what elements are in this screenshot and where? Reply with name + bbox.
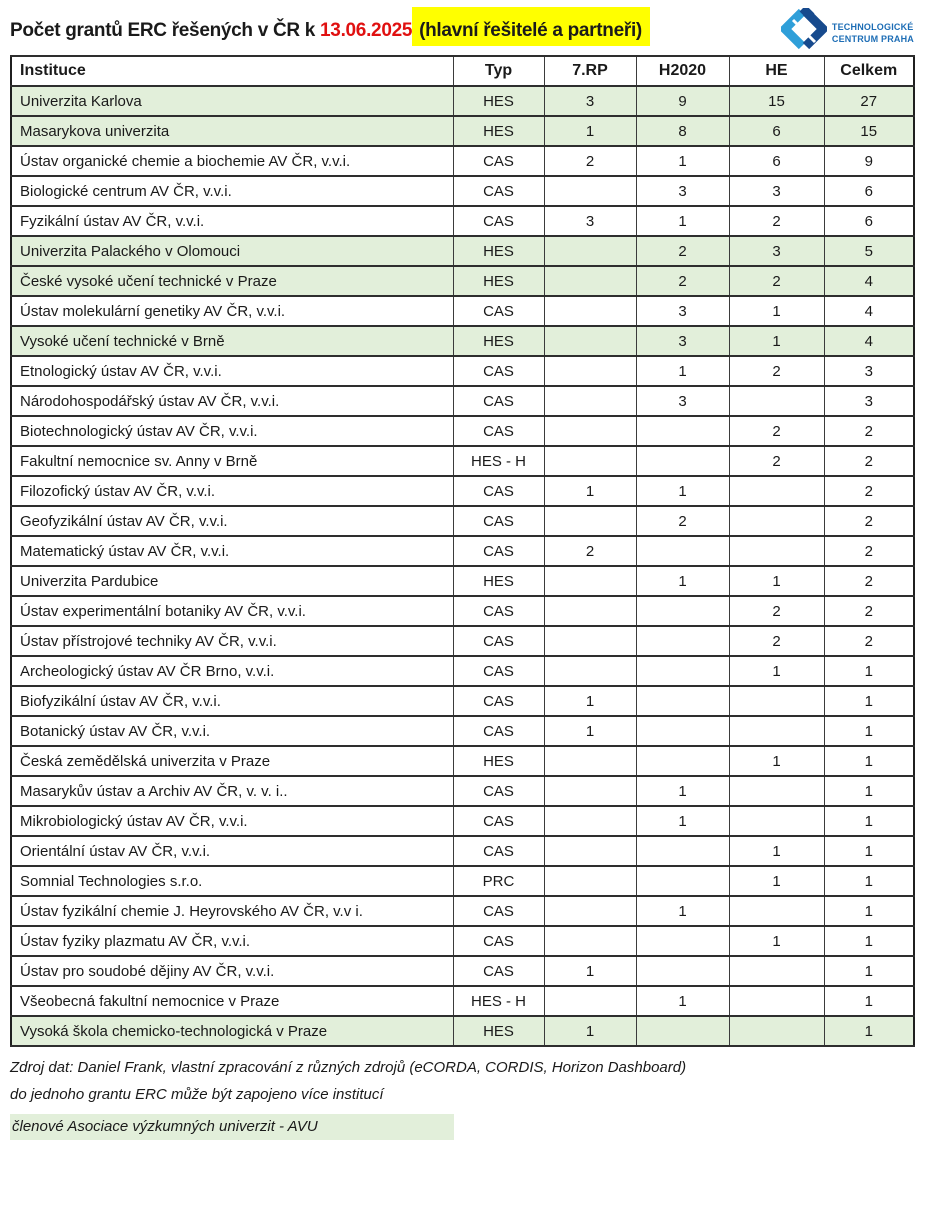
cell-institution: Národohospodářský ústav AV ČR, v.v.i. [11, 386, 453, 416]
cell-7rp [544, 806, 636, 836]
cell-type: HES - H [453, 986, 544, 1016]
cell-type: CAS [453, 146, 544, 176]
cell-7rp [544, 446, 636, 476]
table-row [11, 146, 914, 176]
table-row [11, 86, 914, 116]
cell-h2020 [636, 656, 729, 686]
title-prefix: Počet grantů ERC řešených v ČR k [10, 20, 321, 41]
cell-h2020: 1 [636, 806, 729, 836]
cell-he: 1 [729, 746, 824, 776]
cell-total: 2 [824, 566, 914, 596]
cell-type: HES [453, 116, 544, 146]
cell-7rp [544, 836, 636, 866]
cell-7rp [544, 896, 636, 926]
table-row [11, 266, 914, 296]
col-header-total: Celkem [824, 56, 914, 86]
table-row [11, 296, 914, 326]
cell-7rp [544, 296, 636, 326]
cell-he: 1 [729, 566, 824, 596]
cell-h2020: 8 [636, 116, 729, 146]
logo-text-line1: TECHNOLOGICKÉ [831, 21, 914, 32]
table-row [11, 956, 914, 986]
cell-he [729, 806, 824, 836]
cell-7rp [544, 596, 636, 626]
cell-total: 9 [824, 146, 914, 176]
cell-7rp: 1 [544, 956, 636, 986]
cell-institution: Etnologický ústav AV ČR, v.v.i. [11, 356, 453, 386]
cell-total: 2 [824, 506, 914, 536]
cell-institution: Botanický ústav AV ČR, v.v.i. [11, 716, 453, 746]
cell-total: 1 [824, 716, 914, 746]
cell-h2020 [636, 626, 729, 656]
cell-total: 3 [824, 356, 914, 386]
cell-h2020: 1 [636, 776, 729, 806]
footer-notes [10, 1060, 926, 1140]
cell-7rp [544, 176, 636, 206]
table-row [11, 476, 914, 506]
cell-total: 6 [824, 206, 914, 236]
cell-type: HES [453, 746, 544, 776]
cell-7rp [544, 566, 636, 596]
cell-he: 1 [729, 836, 824, 866]
cell-total: 1 [824, 686, 914, 716]
cell-he: 6 [729, 146, 824, 176]
cell-he [729, 476, 824, 506]
cell-he [729, 956, 824, 986]
cell-7rp: 3 [544, 86, 636, 116]
cell-h2020 [636, 416, 729, 446]
cell-h2020: 1 [636, 146, 729, 176]
cell-total: 6 [824, 176, 914, 206]
cell-h2020: 1 [636, 356, 729, 386]
cell-institution: Ústav experimentální botaniky AV ČR, v.v.i. [11, 596, 453, 626]
cell-h2020: 1 [636, 476, 729, 506]
cell-he: 2 [729, 266, 824, 296]
cell-7rp [544, 386, 636, 416]
cell-h2020: 3 [636, 386, 729, 416]
cell-he [729, 506, 824, 536]
cell-7rp [544, 506, 636, 536]
cell-total: 5 [824, 236, 914, 266]
table-row [11, 566, 914, 596]
cell-h2020 [636, 596, 729, 626]
cell-type: CAS [453, 176, 544, 206]
cell-total: 4 [824, 326, 914, 356]
cell-total: 1 [824, 656, 914, 686]
cell-type: HES [453, 326, 544, 356]
cell-institution: Orientální ústav AV ČR, v.v.i. [11, 836, 453, 866]
table-row [11, 776, 914, 806]
cell-he [729, 986, 824, 1016]
cell-type: HES [453, 236, 544, 266]
title-highlight: (hlavní řešitelé a partneři) [412, 7, 650, 46]
cell-7rp [544, 986, 636, 1016]
cell-7rp [544, 236, 636, 266]
table-row [11, 1016, 914, 1046]
cell-7rp [544, 866, 636, 896]
cell-type: CAS [453, 806, 544, 836]
cell-institution: Vysoká škola chemicko-technologická v Praze [11, 1016, 453, 1046]
cell-h2020: 2 [636, 506, 729, 536]
cell-total: 2 [824, 476, 914, 506]
cell-total: 1 [824, 806, 914, 836]
table-row [11, 326, 914, 356]
cell-7rp [544, 926, 636, 956]
cell-type: CAS [453, 476, 544, 506]
cell-he: 1 [729, 326, 824, 356]
table-row [11, 656, 914, 686]
cell-7rp: 1 [544, 716, 636, 746]
cell-h2020 [636, 1016, 729, 1046]
cell-h2020: 3 [636, 296, 729, 326]
grant-note: do jednoho grantu ERC může být zapojeno více institucí [10, 1086, 384, 1103]
cell-institution: Somnial Technologies s.r.o. [11, 866, 453, 896]
table-row [11, 206, 914, 236]
cell-type: CAS [453, 416, 544, 446]
cell-7rp: 1 [544, 116, 636, 146]
cell-total: 1 [824, 926, 914, 956]
table-row [11, 116, 914, 146]
table-row [11, 926, 914, 956]
col-header-7rp: 7.RP [544, 56, 636, 86]
cell-he: 2 [729, 626, 824, 656]
cell-7rp [544, 656, 636, 686]
cell-institution: Ústav fyzikální chemie J. Heyrovského AV ČR, v.v i. [11, 896, 453, 926]
cell-institution: Vysoké učení technické v Brně [11, 326, 453, 356]
table-row [11, 356, 914, 386]
table-row [11, 536, 914, 566]
cell-type: CAS [453, 206, 544, 236]
title-row [0, 0, 926, 48]
cell-institution: Česká zemědělská univerzita v Praze [11, 746, 453, 776]
cell-he [729, 716, 824, 746]
cell-total: 4 [824, 296, 914, 326]
cell-type: CAS [453, 776, 544, 806]
cell-h2020: 2 [636, 266, 729, 296]
cell-7rp [544, 776, 636, 806]
cell-total: 2 [824, 416, 914, 446]
cell-type: CAS [453, 716, 544, 746]
table-body [11, 86, 914, 1046]
cell-institution: Ústav fyziky plazmatu AV ČR, v.v.i. [11, 926, 453, 956]
cell-type: HES [453, 266, 544, 296]
cell-h2020: 1 [636, 986, 729, 1016]
title-date: 13.06.2025 [320, 20, 413, 41]
cell-institution: Masarykova univerzita [11, 116, 453, 146]
table-row [11, 176, 914, 206]
cell-total: 1 [824, 746, 914, 776]
cell-he [729, 686, 824, 716]
cell-type: CAS [453, 536, 544, 566]
cell-h2020 [636, 536, 729, 566]
cell-institution: Ústav pro soudobé dějiny AV ČR, v.v.i. [11, 956, 453, 986]
cell-type: CAS [453, 626, 544, 656]
cell-he: 6 [729, 116, 824, 146]
cell-he: 15 [729, 86, 824, 116]
cell-he: 1 [729, 656, 824, 686]
cell-total: 2 [824, 446, 914, 476]
cell-7rp: 1 [544, 476, 636, 506]
cell-h2020: 9 [636, 86, 729, 116]
cell-total: 1 [824, 896, 914, 926]
table-row [11, 416, 914, 446]
cell-he: 3 [729, 176, 824, 206]
table-row [11, 986, 914, 1016]
cell-institution: Biotechnologický ústav AV ČR, v.v.i. [11, 416, 453, 446]
table-row [11, 836, 914, 866]
table-row [11, 866, 914, 896]
cell-h2020 [636, 926, 729, 956]
cell-he [729, 536, 824, 566]
cell-h2020 [636, 746, 729, 776]
table-row [11, 746, 914, 776]
cell-total: 1 [824, 836, 914, 866]
cell-type: CAS [453, 686, 544, 716]
cell-institution: Matematický ústav AV ČR, v.v.i. [11, 536, 453, 566]
cell-type: CAS [453, 356, 544, 386]
cell-he: 3 [729, 236, 824, 266]
table-row [11, 236, 914, 266]
logo-text-line2: CENTRUM PRAHA [831, 33, 914, 44]
cell-type: CAS [453, 956, 544, 986]
cell-institution: Ústav molekulární genetiky AV ČR, v.v.i. [11, 296, 453, 326]
source-note: Zdroj dat: Daniel Frank, vlastní zpracování z různých zdrojů (eCORDA, CORDIS, Horizon Dashboard) [10, 1059, 687, 1076]
cell-institution: Fyzikální ústav AV ČR, v.v.i. [11, 206, 453, 236]
cell-he [729, 386, 824, 416]
cell-type: HES - H [453, 446, 544, 476]
cell-7rp [544, 326, 636, 356]
cell-he: 1 [729, 296, 824, 326]
cell-7rp [544, 356, 636, 386]
cell-type: CAS [453, 296, 544, 326]
table-row [11, 446, 914, 476]
tc-praha-logo-icon [781, 8, 827, 59]
cell-type: HES [453, 86, 544, 116]
cell-total: 2 [824, 536, 914, 566]
table-row [11, 806, 914, 836]
cell-h2020 [636, 446, 729, 476]
cell-type: CAS [453, 386, 544, 416]
cell-institution: Archeologický ústav AV ČR Brno, v.v.i. [11, 656, 453, 686]
cell-type: PRC [453, 866, 544, 896]
cell-7rp [544, 266, 636, 296]
table-row [11, 686, 914, 716]
cell-type: HES [453, 566, 544, 596]
cell-7rp [544, 416, 636, 446]
cell-h2020: 1 [636, 896, 729, 926]
col-header-he: HE [729, 56, 824, 86]
cell-total: 2 [824, 596, 914, 626]
page-title [10, 6, 650, 42]
col-header-institution: Instituce [11, 56, 453, 86]
cell-institution: Ústav přístrojové techniky AV ČR, v.v.i. [11, 626, 453, 656]
cell-he: 2 [729, 596, 824, 626]
cell-institution: Ústav organické chemie a biochemie AV ČR, v.v.i. [11, 146, 453, 176]
logo-text [832, 22, 914, 45]
cell-h2020 [636, 716, 729, 746]
cell-he: 2 [729, 356, 824, 386]
cell-institution: Biofyzikální ústav AV ČR, v.v.i. [11, 686, 453, 716]
cell-he: 1 [729, 866, 824, 896]
cell-he [729, 896, 824, 926]
cell-total: 4 [824, 266, 914, 296]
cell-h2020: 2 [636, 236, 729, 266]
cell-institution: Biologické centrum AV ČR, v.v.i. [11, 176, 453, 206]
cell-7rp [544, 746, 636, 776]
cell-type: HES [453, 1016, 544, 1046]
cell-7rp: 1 [544, 1016, 636, 1046]
cell-total: 1 [824, 776, 914, 806]
cell-institution: Mikrobiologický ústav AV ČR, v.v.i. [11, 806, 453, 836]
cell-institution: Univerzita Palackého v Olomouci [11, 236, 453, 266]
cell-7rp: 2 [544, 146, 636, 176]
cell-institution: Filozofický ústav AV ČR, v.v.i. [11, 476, 453, 506]
cell-he: 2 [729, 416, 824, 446]
cell-he: 2 [729, 446, 824, 476]
cell-7rp: 2 [544, 536, 636, 566]
table-row [11, 716, 914, 746]
cell-h2020: 3 [636, 176, 729, 206]
cell-total: 3 [824, 386, 914, 416]
cell-he [729, 776, 824, 806]
cell-total: 2 [824, 626, 914, 656]
cell-institution: Univerzita Karlova [11, 86, 453, 116]
erc-grants-table [10, 55, 915, 1047]
col-header-h2020: H2020 [636, 56, 729, 86]
table-header-row [11, 56, 914, 86]
col-header-type: Typ [453, 56, 544, 86]
logo [781, 8, 914, 59]
table-row [11, 386, 914, 416]
cell-institution: Fakultní nemocnice sv. Anny v Brně [11, 446, 453, 476]
table-row [11, 896, 914, 926]
cell-type: CAS [453, 596, 544, 626]
cell-he [729, 1016, 824, 1046]
cell-7rp [544, 626, 636, 656]
table-row [11, 596, 914, 626]
avu-legend: členové Asociace výzkumných univerzit - AVU [10, 1114, 454, 1140]
cell-type: CAS [453, 896, 544, 926]
cell-total: 1 [824, 956, 914, 986]
cell-total: 27 [824, 86, 914, 116]
cell-total: 1 [824, 1016, 914, 1046]
cell-h2020 [636, 686, 729, 716]
cell-type: CAS [453, 926, 544, 956]
cell-institution: České vysoké učení technické v Praze [11, 266, 453, 296]
cell-institution: Geofyzikální ústav AV ČR, v.v.i. [11, 506, 453, 536]
cell-type: CAS [453, 836, 544, 866]
cell-h2020 [636, 866, 729, 896]
cell-institution: Masarykův ústav a Archiv AV ČR, v. v. i.. [11, 776, 453, 806]
cell-h2020: 1 [636, 206, 729, 236]
cell-he: 2 [729, 206, 824, 236]
cell-he: 1 [729, 926, 824, 956]
cell-institution: Všeobecná fakultní nemocnice v Praze [11, 986, 453, 1016]
cell-type: CAS [453, 656, 544, 686]
cell-7rp: 1 [544, 686, 636, 716]
cell-h2020 [636, 956, 729, 986]
cell-type: CAS [453, 506, 544, 536]
table-row [11, 626, 914, 656]
cell-h2020: 3 [636, 326, 729, 356]
cell-7rp: 3 [544, 206, 636, 236]
cell-institution: Univerzita Pardubice [11, 566, 453, 596]
cell-total: 1 [824, 986, 914, 1016]
cell-total: 1 [824, 866, 914, 896]
cell-total: 15 [824, 116, 914, 146]
cell-h2020: 1 [636, 566, 729, 596]
cell-h2020 [636, 836, 729, 866]
table-row [11, 506, 914, 536]
